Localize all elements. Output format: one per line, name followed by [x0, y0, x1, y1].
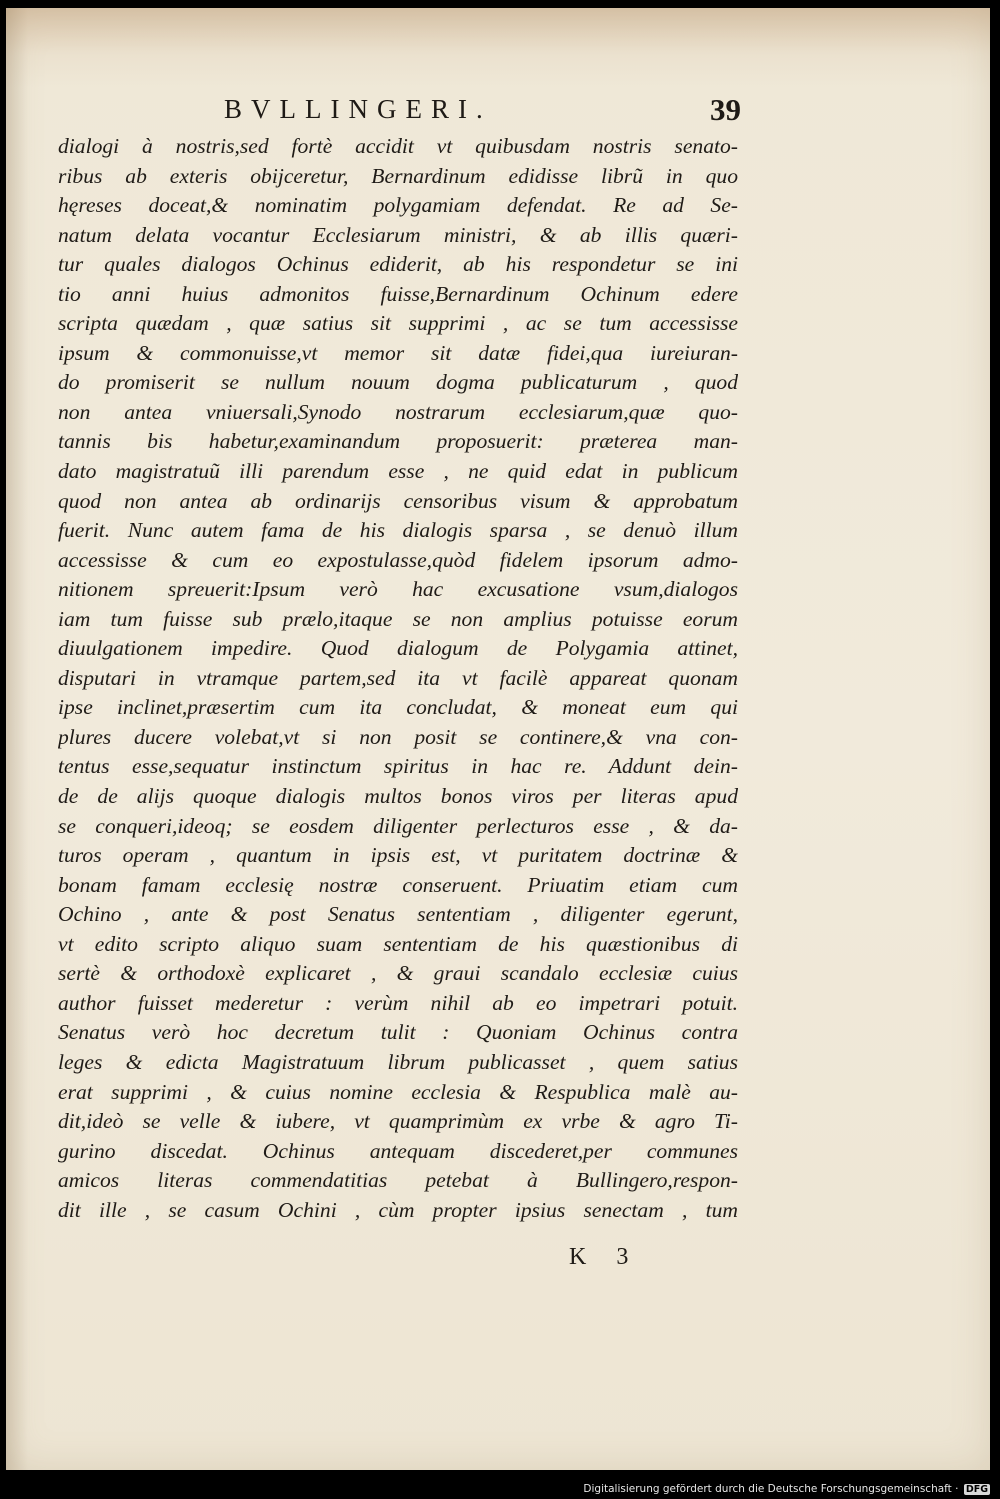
text-line: dit ille , se casum Ochini , cùm propter ipsius senectam , tum: [58, 1197, 738, 1222]
text-line: iam tum fuisse sub prælo,itaque se non amplius potuisse eorum: [58, 606, 738, 631]
signature-mark: K 3: [569, 1244, 641, 1270]
book-page: [6, 8, 990, 1470]
text-line: disputari in vtramque partem,sed ita vt facilè appareat quonam: [58, 665, 738, 690]
text-line: ribus ab exteris obijceretur, Bernardinum edidisse librũ in quo: [58, 163, 738, 188]
text-line: non antea vniuersali,Synodo nostrarum ecclesiarum,quæ quo-: [58, 399, 738, 424]
text-line: Ochino , ante & post Senatus sententiam , diligenter egerunt,: [58, 902, 738, 927]
page-gutter-shadow: [6, 8, 28, 1470]
text-line: leges & edicta Magistratuum librum publicasset , quem satius: [58, 1049, 738, 1074]
text-line: scripta quædam , quæ satius sit supprimi , ac se tum accessisse: [58, 311, 738, 336]
text-line: quod non antea ab ordinarijs censoribus visum & approbatum: [58, 488, 738, 513]
text-line: vt edito scripto aliquo suam sententiam de his quæstionibus di: [58, 931, 738, 956]
funding-footer: [583, 1483, 990, 1495]
text-line: dialogi à nostris,sed fortè accidit vt quibusdam nostris senato-: [58, 134, 738, 158]
text-line: gurino discedat. Ochinus antequam discederet,per communes: [58, 1138, 738, 1163]
text-line: tentus esse,sequatur instinctum spiritus in hac re. Addunt dein-: [58, 754, 738, 779]
text-line: ipse inclinet,præsertim cum ita concludat, & moneat eum qui: [58, 695, 738, 720]
text-line: se conqueri,ideoq; se eosdem diligenter perlecturos esse , & da-: [58, 813, 738, 838]
text-line: natum delata vocantur Ecclesiarum ministri, & ab illis quæri-: [58, 222, 738, 247]
funding-note: Digitalisierung gefördert durch die Deutsche Forschungsgemeinschaft ·: [583, 1483, 959, 1495]
text-line: dato magistratuũ illi parendum esse , ne quid edat in publicum: [58, 459, 738, 484]
body-text: [58, 132, 738, 1225]
text-line: fuerit. Nunc autem fama de his dialogis sparsa , se denuò illum: [58, 518, 738, 543]
text-line: accessisse & cum eo expostulasse,quòd fidelem ipsorum admo-: [58, 547, 738, 572]
page-stain: [6, 8, 990, 88]
dfg-logo: DFG: [965, 1484, 988, 1495]
text-line: amicos literas commendatitias petebat à Bullingero,respon-: [58, 1168, 738, 1193]
text-line: plures ducere volebat,vt si non posit se continere,& vna con-: [58, 724, 738, 749]
text-line: dit,ideò se velle & iubere, vt quamprimùm ex vrbe & agro Ti-: [58, 1109, 738, 1134]
text-line: tannis bis habetur,examinandum proposuerit: præterea man-: [58, 429, 738, 454]
text-line: nitionem spreuerit:Ipsum verò hac excusatione vsum,dialogos: [58, 577, 738, 602]
text-line: bonam famam ecclesię nostræ conseruent. Priuatim etiam cum: [58, 872, 738, 897]
text-line: ipsum & commonuisse,vt memor sit datæ fidei,qua iureiuran-: [58, 340, 738, 365]
text-line: sertè & orthodoxè explicaret , & graui scandalo ecclesiæ cuius: [58, 961, 738, 986]
text-line: do promiserit se nullum nouum dogma publicaturum , quod: [58, 370, 738, 395]
text-line: hęreses doceat,& nominatim polygamiam defendat. Re ad Se-: [58, 193, 738, 218]
page-number: 39: [710, 92, 741, 127]
text-line: Senatus verò hoc decretum tulit : Quoniam Ochinus contra: [58, 1020, 738, 1045]
running-head: BVLLINGERI.: [224, 94, 492, 124]
text-line: erat supprimi , & cuius nomine ecclesia & Respublica malè au-: [58, 1079, 738, 1104]
text-line: tio anni huius admonitos fuisse,Bernardinum Ochinum edere: [58, 281, 738, 306]
text-line: author fuisset mederetur : verùm nihil ab eo impetrari potuit.: [58, 990, 738, 1015]
text-line: turos operam , quantum in ipsis est, vt puritatem doctrinæ &: [58, 843, 738, 868]
text-line: de de alijs quoque dialogis multos bonos viros per literas apud: [58, 784, 738, 809]
text-line: diuulgationem impedire. Quod dialogum de Polygamia attinet,: [58, 636, 738, 661]
text-line: tur quales dialogos Ochinus ediderit, ab his respondetur se ini: [58, 252, 738, 277]
